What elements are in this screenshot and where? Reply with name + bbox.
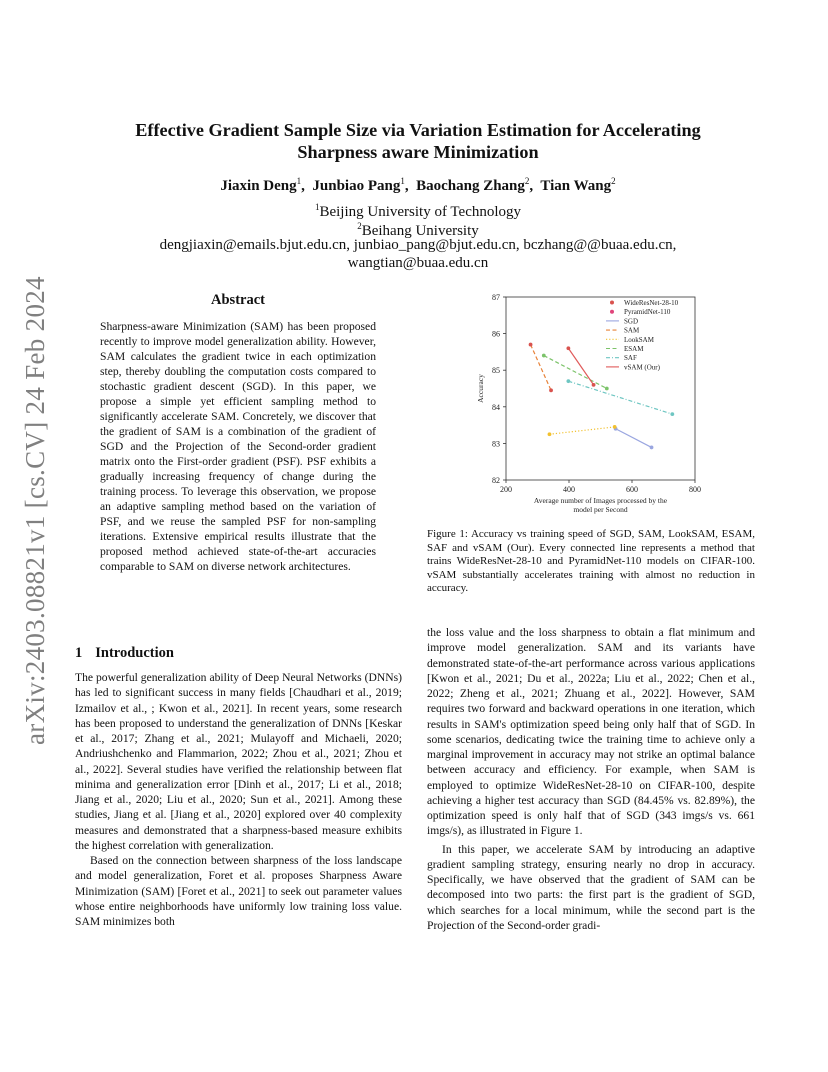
series-line-sam <box>531 345 551 391</box>
series-line-vsam-our- <box>568 348 593 385</box>
data-point <box>549 388 553 392</box>
author-affiliation-mark: 2 <box>611 176 616 186</box>
series-line-saf <box>568 381 672 414</box>
paragraph: the loss value and the loss sharpness to obtain a flat minimum and improve model generalization. SAM and its variants have demonstrated state-of-the-art performance across various applications [Kwon et al., 2021; Du et al., 2022a; Liu et al., 2022; Chen et al., 2022; Zheng et al., 2021; Zhuang et al., 2022]. However, SAM requires two forward and backward operations in one iteration, which results in SAM's optimization speed being only half that of SGD. In some scenarios, dedicating twice the training time to achieve only a marginal improvement in accuracy may not strike an optimal balance between accuracy and efficiency. For example, when SAM is employed to optimize WideResNet-28-10 on CIFAR-100, despite achieving a higher test accuracy than SGD (84.45% vs. 82.89%), the optimization speed is only half that of SGD (343 imgs/s vs. 661 imgs/s), as illustrated in Figure 1. <box>427 626 755 838</box>
affiliation-1-name: Beijing University of Technology <box>319 204 522 220</box>
arxiv-identifier: arXiv:2403.08821v1 [cs.CV] 24 Feb 2024 <box>20 276 50 745</box>
x-tick-label: 200 <box>500 485 512 494</box>
legend-marker <box>610 301 614 305</box>
legend-label: PyramidNet-110 <box>624 308 671 317</box>
intro-right-column <box>427 625 755 933</box>
figure-1-chart <box>470 285 710 520</box>
x-tick-label: 600 <box>626 485 638 494</box>
data-point <box>529 343 533 347</box>
author-affiliation-mark: 2 <box>524 176 530 186</box>
data-point <box>592 383 596 387</box>
data-point <box>542 354 546 358</box>
author-affiliation-mark: 1 <box>400 176 405 186</box>
x-tick-label: 800 <box>689 485 701 494</box>
y-tick-label: 84 <box>492 402 500 412</box>
author-name: Tian Wang <box>540 178 612 194</box>
data-point <box>566 346 570 350</box>
data-point <box>548 432 552 436</box>
affiliation-mark: 2 <box>357 221 362 231</box>
author-name: Baochang Zhang <box>416 178 525 194</box>
data-point <box>613 425 617 429</box>
title-line-2: Sharpness aware Minimization <box>297 142 539 162</box>
intro-left-column <box>75 670 402 929</box>
emails-line-2: wangtian@buaa.edu.cn <box>347 255 489 271</box>
paragraph: Based on the connection between sharpness of the loss landscape and model generalization, Foret et al. proposes Sharpness Aware Minimization (SAM) [Foret et al., 2021] to seek out parameter values whose entire neighborhoods have uniformly low training loss value. SAM minimizes both <box>75 854 402 928</box>
abstract-heading: Abstract <box>211 292 265 308</box>
author-affiliation-mark: 1 <box>296 176 302 186</box>
paper-title <box>80 119 756 163</box>
section-heading-introduction <box>75 645 174 662</box>
x-tick-label: 400 <box>563 485 575 494</box>
author-name: Jiaxin Deng <box>220 178 297 194</box>
legend-label: ESAM <box>624 345 644 353</box>
x-axis-label: model per Second <box>573 505 628 514</box>
abstract-text: Sharpness-aware Minimization (SAM) has been proposed recently to improve model generalization ability. However, SAM calculates the gradient twice in each optimization step, thereby doubling the computation costs compared to stochastic gradient descent (SGD). In this paper, we propose a simple yet efficient sampling method to significantly accelerate SAM. Concretely, we discover that the gradient of SAM is a combination of the gradient of SGD and the Projection of the Second-order gradient matrix onto the First-order gradient (PSF). PSF exhibits a gradually increasing frequency of change during the training process. To leverage this observation, we propose an adaptive sampling method based on the variation of PSF, and we reuse the sampled PSF for non-sampling iterations. Extensive empirical results illustrate that the proposed method achieved state-of-the-art accuracies comparable to SAM on diverse network architectures. <box>100 320 376 573</box>
series-line-looksam <box>549 427 614 434</box>
y-tick-label: 87 <box>492 293 500 302</box>
author-emails <box>80 236 756 272</box>
x-axis-label: Average number of Images processed by the <box>533 496 668 505</box>
section-title: Introduction <box>95 645 174 661</box>
series-line-esam <box>544 356 607 389</box>
legend-label: SGD <box>624 317 639 326</box>
y-axis-label: Accuracy <box>476 374 485 403</box>
data-point <box>566 379 570 383</box>
data-point <box>605 387 609 391</box>
data-point <box>650 446 654 450</box>
y-tick-label: 85 <box>492 366 500 376</box>
emails-line-1: dengjiaxin@emails.bjut.edu.cn, junbiao_pang@bjut.edu.cn, bczhang@@buaa.edu.cn, <box>159 237 677 253</box>
legend-label: SAF <box>624 354 637 363</box>
data-point <box>670 412 674 416</box>
legend-label: vSAM (Our) <box>624 363 660 372</box>
author-name: Junbiao Pang <box>312 178 401 194</box>
title-line-1: Effective Gradient Sample Size via Variation Estimation for Accelerating <box>135 120 701 140</box>
accuracy-vs-speed-plot <box>470 285 710 520</box>
legend-label: WideResNet-28-10 <box>624 299 679 307</box>
paragraph: The powerful generalization ability of Deep Neural Networks (DNNs) has led to significant success in many fields [Chaudhari et al., 2019; Izmailov et al., ; Kwon et al., 2021]. In recent years, some research has been proposed to understand the generalization of DNNs [Keskar et al., 2017; Zhang et al., 2021; Mulayoff and Michaeli, 2020; Andriushchenko and Flammarion, 2022; Zhou et al., 2021; Zhou et al., 2022]. Several studies have verified the relationship between flat minima and generalization error [Dinh et al., 2017; Li et al., 2018; Jiang et al., 2020; Liu et al., 2020; Sun et al., 2021]. Among these studies, Jiang et al. [Jiang et al., 2020] explored over 40 complexity measures and demonstrated that a sharpness-based measure exhibits the highest correlation with generalization. <box>75 671 402 852</box>
legend-label: SAM <box>624 326 640 335</box>
section-number: 1 <box>75 645 83 661</box>
plot-frame <box>506 297 695 480</box>
y-tick-label: 82 <box>492 476 500 485</box>
figure-1-caption: Figure 1: Accuracy vs training speed of SGD, SAM, LookSAM, ESAM, SAF and vSAM (Our). Every connected line represents a method that trains WideResNet-28-10 and PyramidNet-110 models on CIFAR-100. vSAM substantially accelerates training with almost no reduction in accuracy. <box>427 528 755 594</box>
y-tick-label: 86 <box>492 329 500 339</box>
affiliation-2-name: Beihang University <box>361 223 479 239</box>
legend-marker <box>610 310 614 314</box>
paragraph: In this paper, we accelerate SAM by introducing an adaptive gradient sampling strategy, ensuring nearly no drop in accuracy. Specifically, we have observed that the gradient of SAM can be decomposed into two parts: the first part is the gradient of SGD, which searches for a local minimum, while the second part is the Projection of the Second-order gradi- <box>427 842 755 932</box>
series-line-sgd <box>616 429 652 448</box>
author-list: Jiaxin Deng$^1$, Junbiao Pang$^1$, Baochang Zhang$^2$, Tian Wang$^2$ <box>220 176 616 194</box>
y-tick-label: 83 <box>492 439 500 449</box>
affiliation-mark: 1 <box>314 202 320 212</box>
legend-label: LookSAM <box>624 335 654 344</box>
